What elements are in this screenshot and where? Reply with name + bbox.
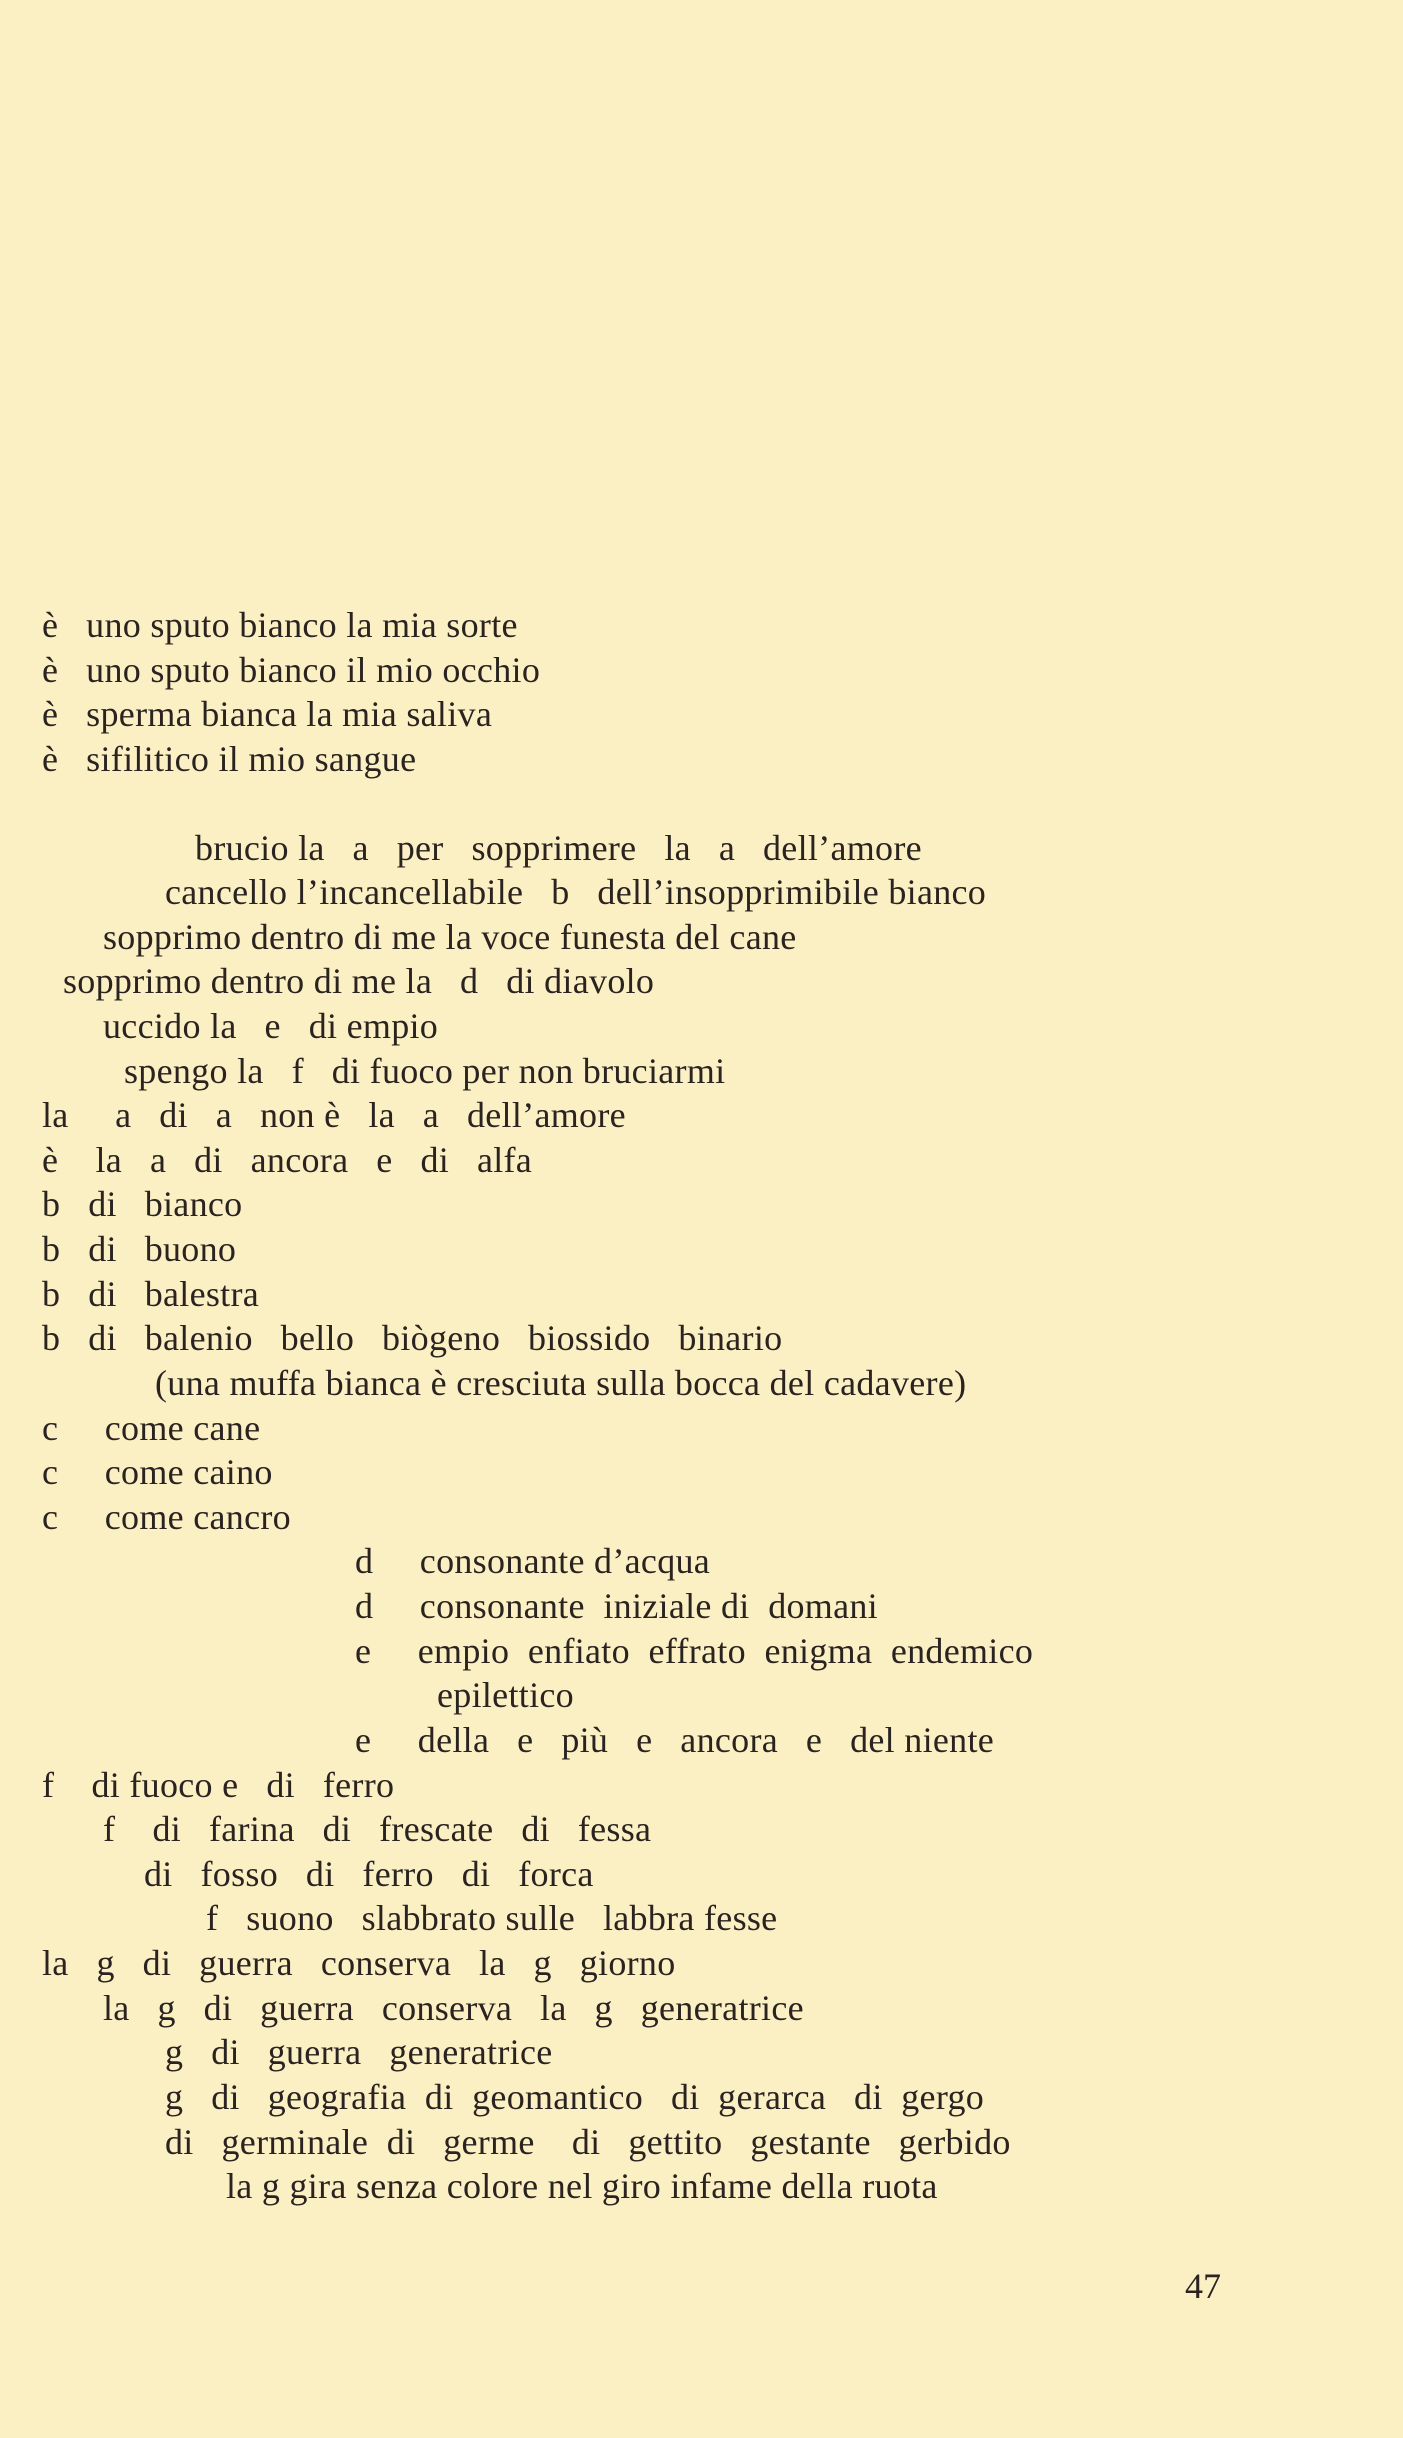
poem-line: di germinale di germe di gettito gestante gerbido [165, 2122, 1011, 2162]
poem-line: la g di guerra conserva la g generatrice [103, 1988, 804, 2028]
poem-line: è sperma bianca la mia saliva [42, 694, 493, 734]
poem-line: b di bianco [42, 1184, 243, 1224]
poem-line: f suono slabbrato sulle labbra fesse [206, 1898, 778, 1938]
poem-line: cancello l’incancellabile b dell’insopprimibile bianco [165, 872, 987, 912]
poem-line: d consonante iniziale di domani [355, 1586, 878, 1626]
poem-line: e della e più e ancora e del niente [355, 1720, 995, 1760]
poem-line: la g gira senza colore nel giro infame della ruota [226, 2166, 938, 2206]
poem-line: b di buono [42, 1229, 237, 1269]
poem-line: d consonante d’acqua [355, 1541, 711, 1581]
poem-line: c come cane [42, 1408, 261, 1448]
poem-line: è la a di ancora e di alfa [42, 1140, 533, 1180]
poem-line: g di geografia di geomantico di gerarca di gergo [165, 2077, 985, 2117]
poem-line: epilettico [437, 1675, 574, 1715]
poem-line: f di fuoco e di ferro [42, 1765, 395, 1805]
poem-line: sopprimo dentro di me la voce funesta del cane [103, 917, 797, 957]
poem-line: la g di guerra conserva la g giorno [42, 1943, 676, 1983]
poem-line: la a di a non è la a dell’amore [42, 1095, 626, 1135]
poem-line: b di balestra [42, 1274, 260, 1314]
poem-line: b di balenio bello biògeno biossido binario [42, 1318, 783, 1358]
poem-line: è sifilitico il mio sangue [42, 739, 417, 779]
poem-line: g di guerra generatrice [165, 2032, 553, 2072]
page-number: 47 [1185, 2266, 1221, 2306]
poem-line: c come cancro [42, 1497, 291, 1537]
poem-line: è uno sputo bianco la mia sorte [42, 605, 518, 645]
poem-line: (una muffa bianca è cresciuta sulla bocca del cadavere) [155, 1363, 967, 1403]
poem-line: sopprimo dentro di me la d di diavolo [63, 961, 655, 1001]
poem-line: f di farina di frescate di fessa [103, 1809, 652, 1849]
poem-line: è uno sputo bianco il mio occhio [42, 650, 541, 690]
poem-line: spengo la f di fuoco per non bruciarmi [124, 1051, 726, 1091]
poem-line: brucio la a per sopprimere la a dell’amore [195, 828, 922, 868]
poem-line: e empio enfiato effrato enigma endemico [355, 1631, 1034, 1671]
poem-line: di fosso di ferro di forca [144, 1854, 594, 1894]
poem-line: uccido la e di empio [103, 1006, 439, 1046]
poem-line: c come caino [42, 1452, 273, 1492]
